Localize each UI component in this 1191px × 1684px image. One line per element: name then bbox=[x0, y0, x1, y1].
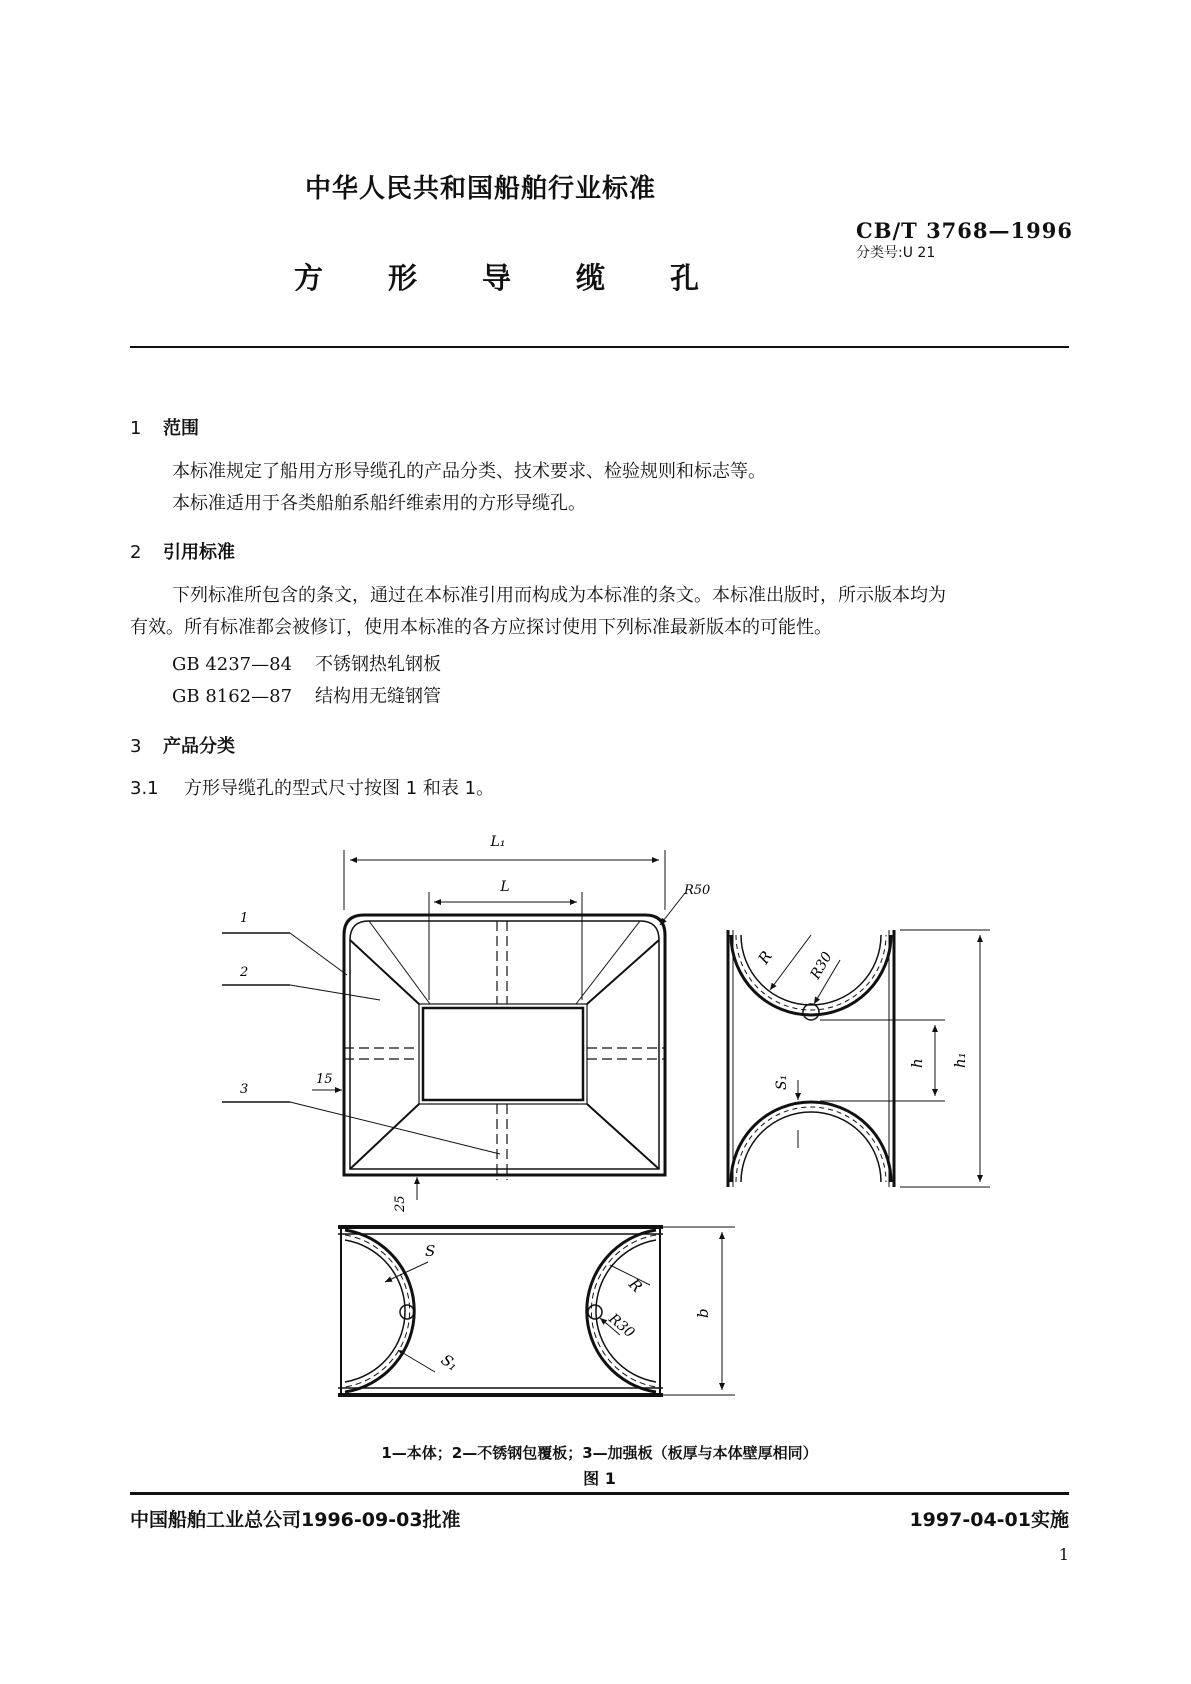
section-1-para-1: 本标准规定了船用方形导缆孔的产品分类、技术要求、检验规则和标志等。 bbox=[172, 461, 766, 482]
label-R-top: R bbox=[625, 1275, 646, 1296]
label-15: 15 bbox=[316, 1072, 333, 1087]
section-3-1: 3.1 方形导缆孔的型式尺寸按图 1 和表 1。 bbox=[130, 778, 495, 799]
label-S: S bbox=[425, 1242, 436, 1260]
label-h1: h₁ bbox=[951, 1052, 969, 1068]
top-view bbox=[338, 1227, 735, 1395]
title-char: 方 bbox=[294, 261, 324, 295]
label-R30-top: R30 bbox=[605, 1310, 638, 1342]
section-2-heading: 2 引用标准 bbox=[130, 542, 235, 563]
section-3-heading: 3 产品分类 bbox=[130, 736, 235, 757]
standard-code: CB/T 3768—1996 bbox=[856, 218, 1073, 243]
org-standard-title: 中华人民共和国船舶行业标准 bbox=[305, 174, 657, 204]
page-number: 1 bbox=[1058, 1545, 1069, 1564]
label-3: 3 bbox=[240, 1082, 249, 1097]
title-char: 形 bbox=[388, 261, 418, 295]
label-1: 1 bbox=[240, 911, 249, 926]
section-1-para-2: 本标准适用于各类船舶系船纤维索用的方形导缆孔。 bbox=[172, 493, 586, 514]
title-char: 孔 bbox=[670, 261, 700, 295]
label-2: 2 bbox=[240, 965, 249, 980]
section-2-para-1: 下列标准所包含的条文，通过在本标准引用而构成为本标准的条文。本标准出版时，所示版本均为 bbox=[172, 585, 946, 606]
footer-rule bbox=[130, 1492, 1069, 1495]
title-char: 导 bbox=[482, 261, 512, 295]
figure-label: 图 1 bbox=[583, 1469, 616, 1488]
label-S1-top: S₁ bbox=[437, 1350, 462, 1375]
label-L1: L₁ bbox=[490, 834, 506, 850]
label-b: b bbox=[694, 1308, 712, 1318]
approval-text: 中国船舶工业总公司1996-09-03批准 bbox=[130, 1509, 461, 1531]
figure-caption: 1—本体；2—不锈钢包覆板；3—加强板（板厚与本体壁厚相同） bbox=[381, 1444, 818, 1462]
label-S1-side: S₁ bbox=[774, 1074, 790, 1090]
label-R-side: R bbox=[754, 947, 776, 968]
reference-2: GB 8162—87 结构用无缝钢管 bbox=[172, 686, 441, 707]
label-R50: R50 bbox=[684, 883, 711, 898]
section-2-para-1b: 有效。所有标准都会被修订，使用本标准的各方应探讨使用下列标准最新版本的可能性。 bbox=[130, 617, 832, 638]
effective-date: 1997-04-01实施 bbox=[909, 1509, 1069, 1531]
plan-view bbox=[222, 850, 685, 1200]
section-1-heading: 1 范围 bbox=[130, 418, 199, 439]
reference-1: GB 4237—84 不锈钢热轧钢板 bbox=[172, 654, 441, 675]
label-25: 25 bbox=[393, 1195, 408, 1212]
label-L: L bbox=[500, 879, 510, 895]
label-R30-side: R30 bbox=[807, 949, 836, 982]
title-char: 缆 bbox=[576, 261, 606, 295]
label-h: h bbox=[908, 1058, 926, 1068]
classification-code: 分类号:U 21 bbox=[856, 245, 936, 261]
